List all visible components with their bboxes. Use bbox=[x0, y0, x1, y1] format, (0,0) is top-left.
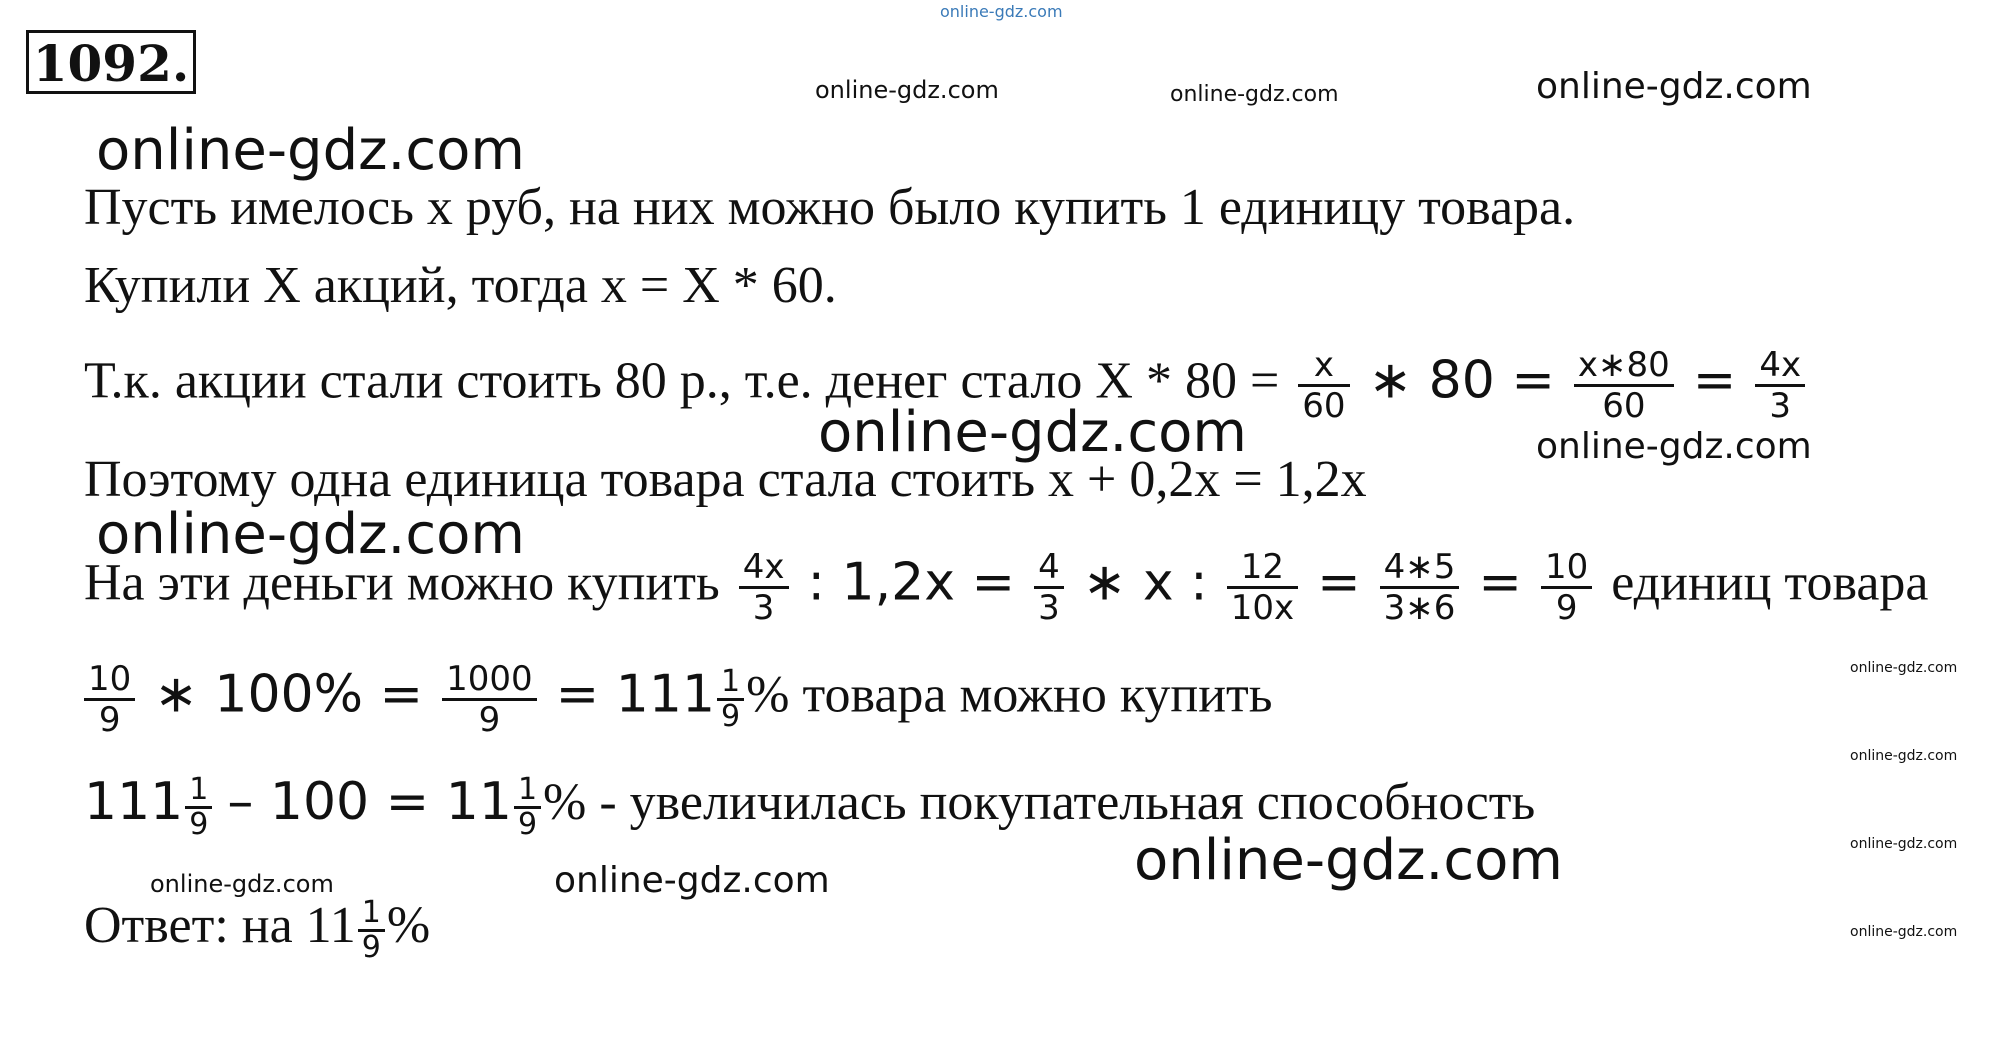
answer-tail: % bbox=[386, 897, 431, 954]
fraction bbox=[84, 660, 135, 739]
line-7-mid: – 100 = 11 bbox=[227, 772, 512, 832]
numerator: 1 bbox=[358, 897, 385, 932]
line-5-mid: ∗ x : bbox=[1082, 552, 1208, 613]
equals-sign: = bbox=[1317, 552, 1361, 613]
numerator: 4x bbox=[1755, 346, 1805, 387]
fraction bbox=[514, 771, 541, 842]
line-7-tail: % - увеличилась покупательная способность bbox=[543, 774, 1536, 831]
problem-number: 1092. bbox=[26, 30, 196, 94]
line-6-mid: ∗ 100% = bbox=[154, 664, 424, 725]
denominator: 9 bbox=[478, 700, 501, 740]
denominator: 60 bbox=[1602, 386, 1646, 426]
equals-sign: = bbox=[1692, 350, 1737, 411]
denominator: 10x bbox=[1230, 588, 1295, 628]
watermark: online-gdz.com bbox=[1536, 426, 1812, 467]
numerator: 1 bbox=[514, 774, 541, 809]
watermark: online-gdz.com bbox=[940, 2, 1063, 21]
denominator: 9 bbox=[721, 699, 741, 734]
denominator: 9 bbox=[189, 806, 209, 842]
numerator: 1000 bbox=[442, 660, 537, 701]
denominator: 3∗6 bbox=[1383, 588, 1456, 628]
denominator: 9 bbox=[98, 700, 121, 740]
watermark: online-gdz.com bbox=[1536, 66, 1812, 107]
line-5-tail: единиц товара bbox=[1611, 554, 1929, 612]
line-3-mid: ∗ 80 = bbox=[1368, 350, 1555, 411]
denominator: 3 bbox=[1038, 588, 1060, 628]
line-3-text: Т.к. акции стали стоить 80 р., т.е. денег стало Х * 80 = bbox=[84, 352, 1280, 410]
equals-sign: = bbox=[1478, 552, 1522, 613]
line-6-tail: % товара можно купить bbox=[746, 666, 1273, 724]
watermark: online-gdz.com bbox=[1850, 836, 1958, 852]
numerator: 4x bbox=[739, 548, 789, 589]
numerator: 10 bbox=[1541, 548, 1592, 589]
line-1: Пусть имелось х руб, на них можно было купить 1 единицу товара. bbox=[84, 179, 1576, 236]
numerator: 1 bbox=[717, 666, 744, 701]
answer-line bbox=[84, 896, 430, 964]
fraction bbox=[1574, 346, 1674, 425]
watermark: online-gdz.com bbox=[1170, 82, 1339, 107]
watermark: online-gdz.com bbox=[1850, 748, 1958, 764]
fraction bbox=[739, 548, 789, 627]
fraction bbox=[1298, 346, 1349, 425]
line-5-text: На эти деньги можно купить bbox=[84, 554, 720, 612]
line-4: Поэтому одна единица товара стала стоить х + 0,2х = 1,2х bbox=[84, 451, 1367, 508]
line-6-eq: = 111 bbox=[555, 664, 716, 725]
watermark: online-gdz.com bbox=[1134, 828, 1563, 893]
watermark: online-gdz.com bbox=[1850, 660, 1958, 676]
fraction bbox=[442, 660, 537, 739]
watermark: online-gdz.com bbox=[554, 860, 830, 901]
fraction bbox=[717, 666, 744, 733]
answer-text: Ответ: на 11 bbox=[84, 897, 356, 954]
numerator: x∗80 bbox=[1574, 346, 1674, 387]
numerator: 4 bbox=[1034, 548, 1064, 589]
denominator: 3 bbox=[1769, 386, 1792, 426]
line-2: Купили Х акций, тогда х = Х * 60. bbox=[84, 257, 837, 314]
fraction bbox=[1541, 548, 1592, 627]
line-5-div: : 1,2x = bbox=[807, 552, 1016, 613]
line-6 bbox=[84, 660, 1273, 739]
fraction bbox=[1380, 548, 1460, 627]
numerator: 12 bbox=[1227, 548, 1298, 589]
watermark: online-gdz.com bbox=[96, 118, 525, 183]
line-7-a: 111 bbox=[84, 772, 184, 832]
fraction bbox=[1227, 548, 1298, 627]
denominator: 9 bbox=[361, 929, 381, 965]
denominator: 3 bbox=[752, 588, 775, 628]
numerator: 4∗5 bbox=[1380, 548, 1460, 589]
watermark: online-gdz.com bbox=[818, 400, 1247, 465]
watermark: online-gdz.com bbox=[96, 502, 525, 567]
watermark: online-gdz.com bbox=[1850, 924, 1958, 940]
numerator: x bbox=[1298, 346, 1349, 387]
fraction bbox=[185, 771, 212, 842]
numerator: 1 bbox=[185, 774, 212, 809]
denominator: 60 bbox=[1302, 386, 1346, 426]
fraction bbox=[358, 894, 385, 965]
watermark: online-gdz.com bbox=[815, 76, 999, 104]
fraction bbox=[1034, 548, 1064, 627]
watermark: online-gdz.com bbox=[150, 870, 334, 898]
line-5 bbox=[84, 548, 1929, 627]
numerator: 10 bbox=[84, 660, 135, 701]
denominator: 9 bbox=[1555, 588, 1578, 628]
fraction bbox=[1755, 346, 1805, 425]
denominator: 9 bbox=[517, 806, 538, 842]
